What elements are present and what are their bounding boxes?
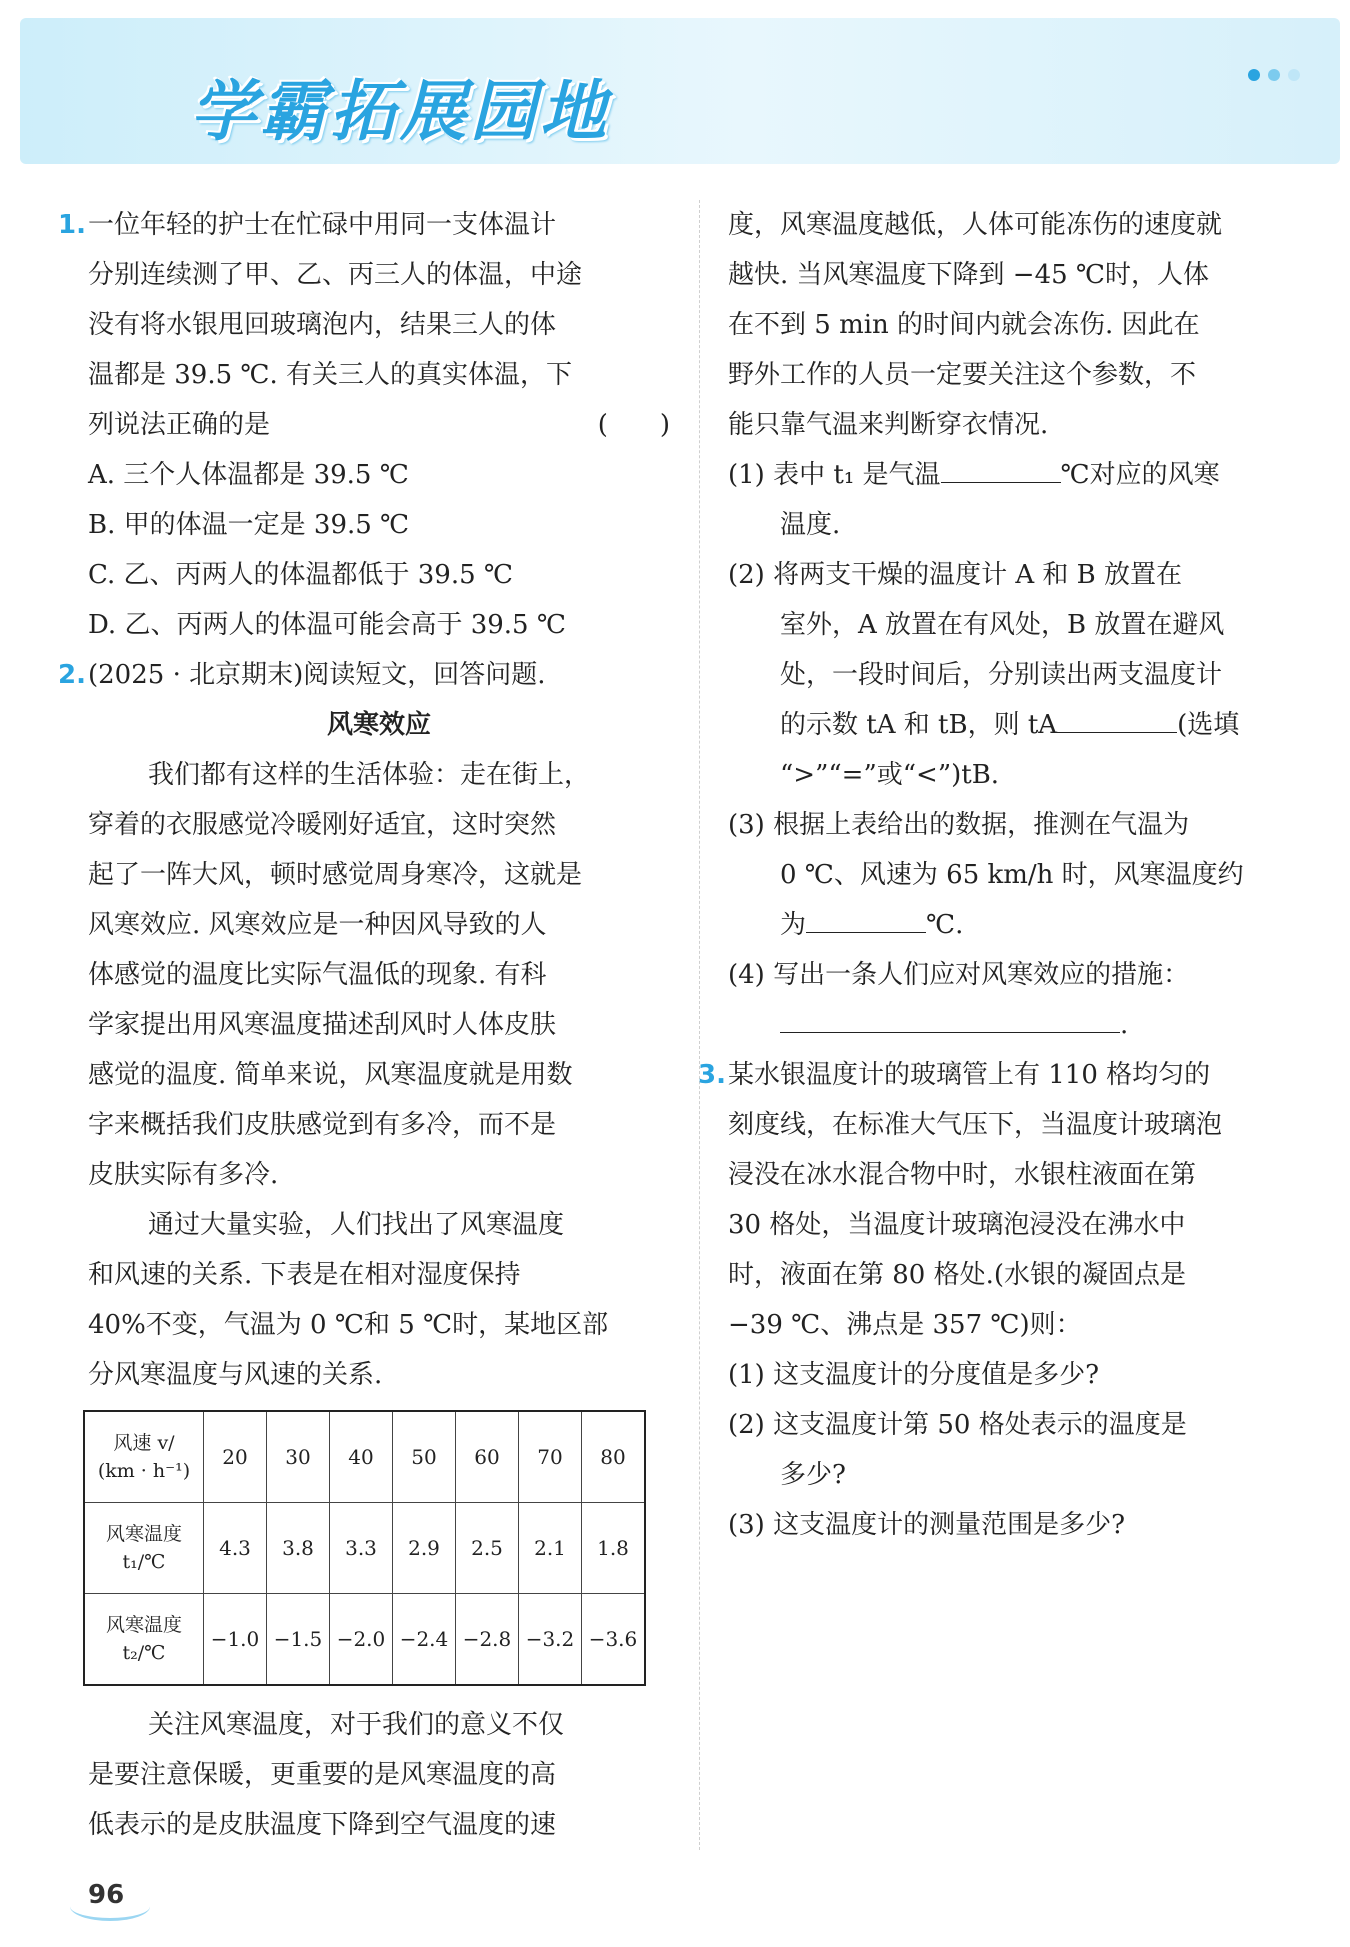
left-column xyxy=(58,200,670,1850)
q1-line: 没有将水银甩回玻璃泡内，结果三人的体 xyxy=(88,310,557,340)
answer-bracket[interactable]: ( ) xyxy=(597,410,670,440)
article-line: 学家提出用风寒温度描述刮风时人体皮肤 xyxy=(88,1010,557,1040)
article-line: 风寒效应. 风寒效应是一种因风导致的人 xyxy=(88,910,547,940)
question-number: 3. xyxy=(698,1060,726,1090)
article-line: 野外工作的人员一定要关注这个参数，不 xyxy=(728,360,1197,390)
table-cell: 1.8 xyxy=(582,1503,646,1594)
answer-blank[interactable] xyxy=(780,1000,1120,1033)
table-cell: 4.3 xyxy=(204,1503,267,1594)
article-line: 分风寒温度与风速的关系. xyxy=(88,1360,383,1390)
q2-intro: (2025 · 北京期末)阅读短文，回答问题. xyxy=(88,660,546,690)
sub-text: (选填 xyxy=(1177,710,1240,740)
q3-line: 刻度线，在标准大气压下，当温度计玻璃泡 xyxy=(728,1110,1223,1140)
table-cell: −2.8 xyxy=(456,1594,519,1686)
table-cell: −2.0 xyxy=(330,1594,393,1686)
q1-line: 温都是 39.5 ℃. 有关三人的真实体温，下 xyxy=(88,360,573,390)
section-title: 学霸拓展园地 xyxy=(190,73,610,150)
table-row xyxy=(84,1594,645,1686)
wind-chill-table xyxy=(83,1410,646,1686)
article-line: 通过大量实验，人们找出了风寒温度 xyxy=(148,1210,565,1240)
article-line: 穿着的衣服感觉冷暖刚好适宜，这时突然 xyxy=(88,810,557,840)
q3-line: 某水银温度计的玻璃管上有 110 格均匀的 xyxy=(728,1060,1211,1090)
q1-line: 一位年轻的护士在忙碌中用同一支体温计 xyxy=(88,210,557,240)
sub-question-1 xyxy=(728,450,1276,550)
sub-text: ℃对应的风寒 xyxy=(1060,460,1220,490)
table-cell: 80 xyxy=(582,1411,646,1503)
article-line: 关注风寒温度，对于我们的意义不仅 xyxy=(148,1710,565,1740)
sub-label: (3) xyxy=(728,810,765,840)
article-line: 字来概括我们皮肤感觉到有多冷，而不是 xyxy=(88,1110,557,1140)
sub-text: 这支温度计的测量范围是多少? xyxy=(773,1510,1126,1540)
article-line: 低表示的是皮肤温度下降到空气温度的速 xyxy=(88,1810,557,1840)
sub-text: 表中 t₁ 是气温 xyxy=(773,460,941,490)
sub-text: 为 xyxy=(780,910,807,940)
question-number: 1. xyxy=(58,210,86,240)
article-line: 是要注意保暖，更重要的是风寒温度的高 xyxy=(88,1760,557,1790)
article-line: 度，风寒温度越低，人体可能冻伤的速度就 xyxy=(728,210,1223,240)
article-line: 体感觉的温度比实际气温低的现象. 有科 xyxy=(88,960,547,990)
option-a[interactable]: A. 三个人体温都是 39.5 ℃ xyxy=(88,460,409,490)
sub-text: 的示数 tA 和 tB，则 tA xyxy=(780,710,1058,740)
option-c[interactable]: C. 乙、丙两人的体温都低于 39.5 ℃ xyxy=(88,560,514,590)
table-cell: 3.3 xyxy=(330,1503,393,1594)
sub-label: (3) xyxy=(728,1510,765,1540)
sub-question-4 xyxy=(728,950,1276,1050)
table-cell: −1.0 xyxy=(204,1594,267,1686)
dot-icon xyxy=(1288,69,1300,81)
article-line: 皮肤实际有多冷. xyxy=(88,1160,279,1190)
sub-text: 多少? xyxy=(780,1460,846,1490)
decorative-dots xyxy=(1240,66,1300,85)
q3-line: −39 ℃、沸点是 357 ℃)则： xyxy=(728,1310,1082,1340)
sub-text: 这支温度计的分度值是多少? xyxy=(773,1360,1100,1390)
question-3 xyxy=(698,1050,1276,1550)
sub-question-3 xyxy=(728,800,1276,950)
question-2 xyxy=(58,650,670,1850)
q1-line: 分别连续测了甲、乙、丙三人的体温，中途 xyxy=(88,260,583,290)
question-number: 2. xyxy=(58,660,86,690)
table-cell: 30 xyxy=(267,1411,330,1503)
option-b[interactable]: B. 甲的体温一定是 39.5 ℃ xyxy=(88,510,410,540)
article-line: 40%不变，气温为 0 ℃和 5 ℃时，某地区部 xyxy=(88,1310,609,1340)
table-cell: 20 xyxy=(204,1411,267,1503)
table-cell: 70 xyxy=(519,1411,582,1503)
header-banner xyxy=(20,18,1340,164)
article-line: 在不到 5 min 的时间内就会冻伤. 因此在 xyxy=(728,310,1200,340)
table-cell: −2.4 xyxy=(393,1594,456,1686)
row-header: 风速 v/ (km · h⁻¹) xyxy=(84,1411,204,1503)
q3-line: 30 格处，当温度计玻璃泡浸没在沸水中 xyxy=(728,1210,1186,1240)
q1-line: 列说法正确的是 xyxy=(88,410,271,440)
sub-text: 根据上表给出的数据，推测在气温为 xyxy=(773,810,1190,840)
table-cell: −1.5 xyxy=(267,1594,330,1686)
dot-icon xyxy=(1268,69,1280,81)
page-number: 96 xyxy=(88,1880,125,1910)
sub-label: (2) xyxy=(728,560,765,590)
table-cell: 2.1 xyxy=(519,1503,582,1594)
table-row xyxy=(84,1503,645,1594)
question-1 xyxy=(58,200,670,650)
table-cell: −3.6 xyxy=(582,1594,646,1686)
sub-text: 温度. xyxy=(780,510,841,540)
table-cell: 40 xyxy=(330,1411,393,1503)
sub-text: . xyxy=(1120,1010,1129,1040)
sub-text: 这支温度计第 50 格处表示的温度是 xyxy=(773,1410,1187,1440)
article-line: 起了一阵大风，顿时感觉周身寒冷，这就是 xyxy=(88,860,583,890)
table-row xyxy=(84,1411,645,1503)
table-cell: −3.2 xyxy=(519,1594,582,1686)
option-d[interactable]: D. 乙、丙两人的体温可能会高于 39.5 ℃ xyxy=(88,610,566,640)
row-header: 风寒温度 t₂/℃ xyxy=(84,1594,204,1686)
sub-text: 处，一段时间后，分别读出两支温度计 xyxy=(780,660,1223,690)
sub-text: “>”“=”或“<”)tB. xyxy=(780,760,1000,790)
article-line: 和风速的关系. 下表是在相对湿度保持 xyxy=(88,1260,521,1290)
table-cell: 2.9 xyxy=(393,1503,456,1594)
table-cell: 2.5 xyxy=(456,1503,519,1594)
sub-question-2 xyxy=(728,550,1276,800)
sub-label: (1) xyxy=(728,460,765,490)
sub-label: (2) xyxy=(728,1410,765,1440)
q3-line: 浸没在冰水混合物中时，水银柱液面在第 xyxy=(728,1160,1197,1190)
article-line: 感觉的温度. 简单来说，风寒温度就是用数 xyxy=(88,1060,573,1090)
sub-label: (4) xyxy=(728,960,765,990)
q3-line: 时，液面在第 80 格处.(水银的凝固点是 xyxy=(728,1260,1187,1290)
column-divider xyxy=(699,200,700,1850)
right-column xyxy=(698,200,1276,1550)
table-cell: 3.8 xyxy=(267,1503,330,1594)
table-cell: 50 xyxy=(393,1411,456,1503)
table-cell: 60 xyxy=(456,1411,519,1503)
answer-blank[interactable] xyxy=(1057,700,1177,733)
article-line: 我们都有这样的生活体验：走在街上， xyxy=(148,760,591,790)
article-line: 越快. 当风寒温度下降到 −45 ℃时，人体 xyxy=(728,260,1210,290)
sub-text: 0 ℃、风速为 65 km/h 时，风寒温度约 xyxy=(780,860,1244,890)
answer-blank[interactable] xyxy=(941,450,1061,483)
answer-blank[interactable] xyxy=(806,900,926,933)
article-title: 风寒效应 xyxy=(326,710,431,740)
dot-icon xyxy=(1248,69,1260,81)
sub-text: ℃. xyxy=(926,910,964,940)
sub-label: (1) xyxy=(728,1360,765,1390)
sub-text: 将两支干燥的温度计 A 和 B 放置在 xyxy=(773,560,1183,590)
sub-text: 写出一条人们应对风寒效应的措施： xyxy=(773,960,1190,990)
sub-text: 室外，A 放置在有风处，B 放置在避风 xyxy=(780,610,1225,640)
article-line: 能只靠气温来判断穿衣情况. xyxy=(728,410,1049,440)
row-header: 风寒温度 t₁/℃ xyxy=(84,1503,204,1594)
